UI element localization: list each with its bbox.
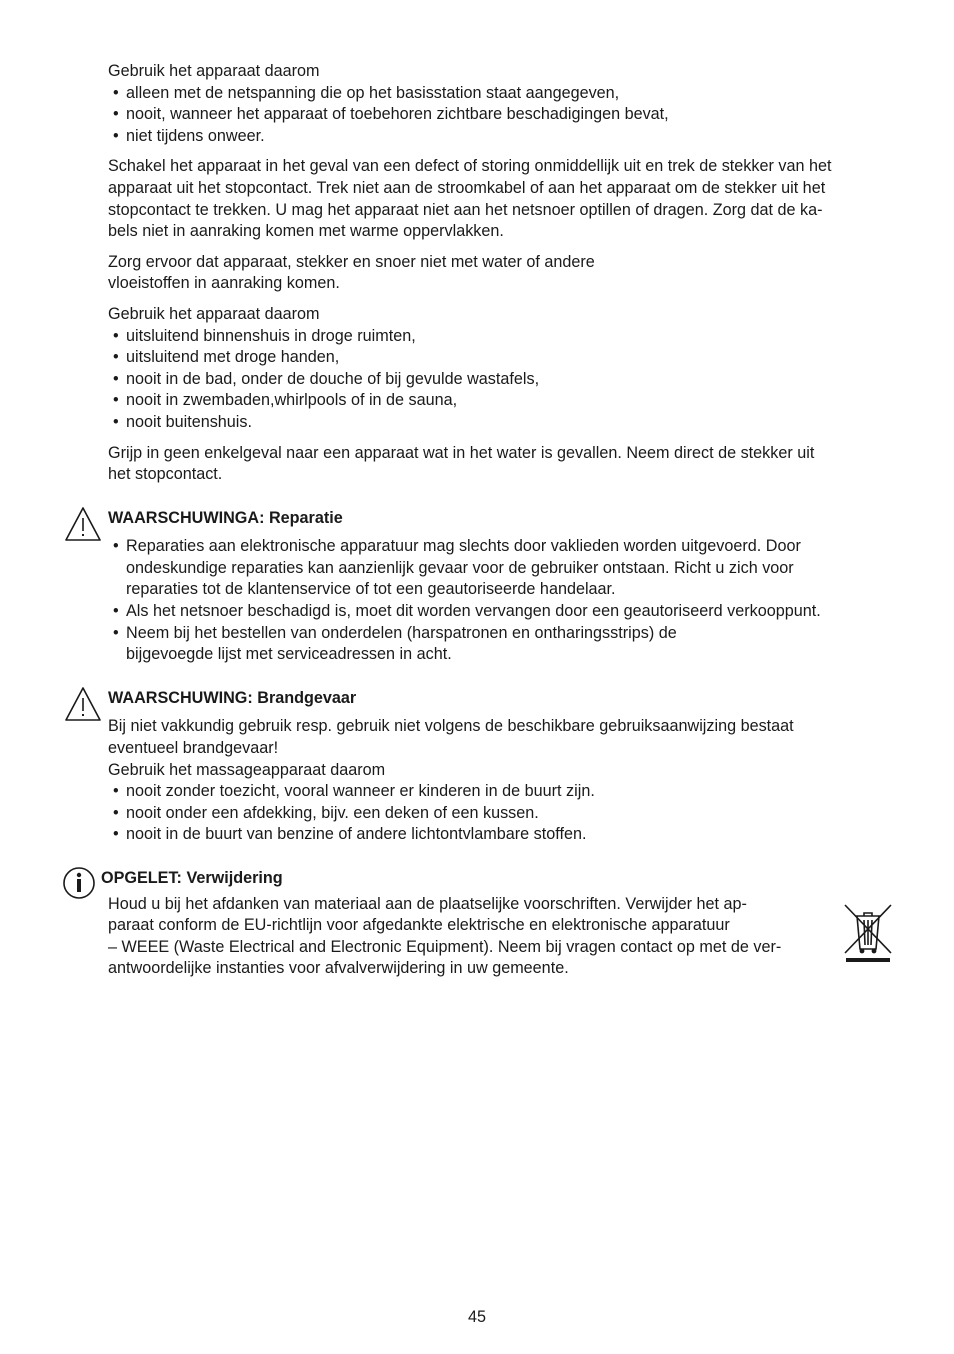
list-item: • alleen met de netspanning die op het basisstation staat aangegeven, xyxy=(113,83,893,105)
text-line: Zorg ervoor dat apparaat, stekker en snoer niet met water of andere xyxy=(108,252,595,271)
page-content xyxy=(101,61,893,980)
text-line: Bij niet vakkundig gebruik resp. gebruik niet volgens de beschikbare gebruiksaanwijzing bestaat xyxy=(108,717,794,736)
info-icon xyxy=(62,866,96,900)
text-line: reparaties tot de klantenservice of tot een geautoriseerde handelaar. xyxy=(126,580,616,599)
list-item xyxy=(113,536,893,601)
text-line: antwoordelijke instanties voor afvalverwijdering in uw gemeente. xyxy=(108,959,569,978)
list-item: • nooit in zwembaden,whirlpools of in de sauna, xyxy=(113,390,893,412)
text-line: Houd u bij het afdanken van materiaal aan de plaatselijke voorschriften. Verwijder het ap- xyxy=(108,894,747,913)
text-line: Schakel het apparaat in het geval van een defect of storing onmiddellijk uit en trek de stekker van het xyxy=(108,157,832,176)
usage-block xyxy=(108,304,893,434)
intro-list xyxy=(108,83,893,148)
list-item: • nooit buitenshuis. xyxy=(113,412,893,434)
list-item: • uitsluitend binnenshuis in droge ruimten, xyxy=(113,326,893,348)
intro-block xyxy=(108,61,893,147)
warning-fire-section xyxy=(108,688,893,846)
text-line: Reparaties aan elektronische apparatuur mag slechts door vaklieden worden uitgevoerd. Door xyxy=(126,537,801,556)
warning-repair-list xyxy=(108,536,893,666)
warning-fire-title: WAARSCHUWING: Brandgevaar xyxy=(108,688,357,707)
notice-disposal-section xyxy=(101,868,893,980)
page-number: 45 xyxy=(467,1308,486,1326)
warning-repair-title: WAARSCHUWINGA: Reparatie xyxy=(108,508,343,527)
list-item: • nooit, wanneer het apparaat of toebehoren zichtbare beschadigingen bevat, xyxy=(113,104,893,126)
list-item xyxy=(113,601,893,623)
defect-paragraph xyxy=(108,156,893,242)
text-line: paraat conform de EU-richtlijn voor afgedankte elektrische en elektronische apparatuur xyxy=(108,916,730,935)
text-line: Als het netsnoer beschadigd is, moet dit worden vervangen door een geautoriseerd verkooppunt. xyxy=(126,602,821,621)
list-item: • nooit onder een afdekking, bijv. een deken of een kussen. xyxy=(113,803,893,825)
warning-repair-section xyxy=(108,508,893,666)
warning-triangle-icon xyxy=(64,686,102,722)
text-line: Gebruik het massageapparaat daarom xyxy=(108,760,386,779)
text-line: bijgevoegde lijst met serviceadressen in acht. xyxy=(126,645,452,664)
text-line: stopcontact te trekken. U mag het apparaat niet aan het netsnoer optillen of dragen. Zorg dat de ka- xyxy=(108,200,823,219)
list-item: • nooit zonder toezicht, vooral wanneer er kinderen in de buurt zijn. xyxy=(113,781,893,803)
list-item xyxy=(113,623,893,666)
notice-disposal-title: OPGELET: Verwijdering xyxy=(101,869,283,887)
text-line: ondeskundige reparaties kan aanzienlijk gevaar voor de gebruiker ontstaan. Richt u zich voor xyxy=(126,558,794,577)
usage-list xyxy=(108,326,893,434)
list-item: • uitsluitend met droge handen, xyxy=(113,347,893,369)
list-item: • niet tijdens onweer. xyxy=(113,126,893,148)
text-line: Neem bij het bestellen van onderdelen (harspatronen en ontharingsstrips) de xyxy=(126,623,677,642)
text-line: bels niet in aanraking komen met warme oppervlakken. xyxy=(108,222,504,241)
text-line: vloeistoffen in aanraking komen. xyxy=(108,274,340,293)
warning-triangle-icon xyxy=(64,506,102,542)
text-line: – WEEE (Waste Electrical and Electronic Equipment). Neem bij vragen contact op met de ver- xyxy=(108,937,782,956)
usage-lead: Gebruik het apparaat daarom xyxy=(108,304,320,323)
warning-fire-list xyxy=(108,781,893,846)
weee-crossed-bin-icon xyxy=(842,902,894,964)
text-line: apparaat uit het stopcontact. Trek niet aan de stroomkabel of aan het apparaat om de stekker uit het xyxy=(108,178,826,197)
text-line: eventueel brandgevaar! xyxy=(108,739,279,758)
text-line: Grijp in geen enkelgeval naar een apparaat wat in het water is gevallen. Neem direct de stekker uit xyxy=(108,443,815,462)
fallen-paragraph xyxy=(108,443,893,486)
list-item: • nooit in de bad, onder de douche of bij gevulde wastafels, xyxy=(113,369,893,391)
water-paragraph xyxy=(108,252,893,295)
list-item: • nooit in de buurt van benzine of andere lichtontvlambare stoffen. xyxy=(113,824,893,846)
intro-lead: Gebruik het apparaat daarom xyxy=(108,62,320,80)
text-line: het stopcontact. xyxy=(108,465,223,484)
